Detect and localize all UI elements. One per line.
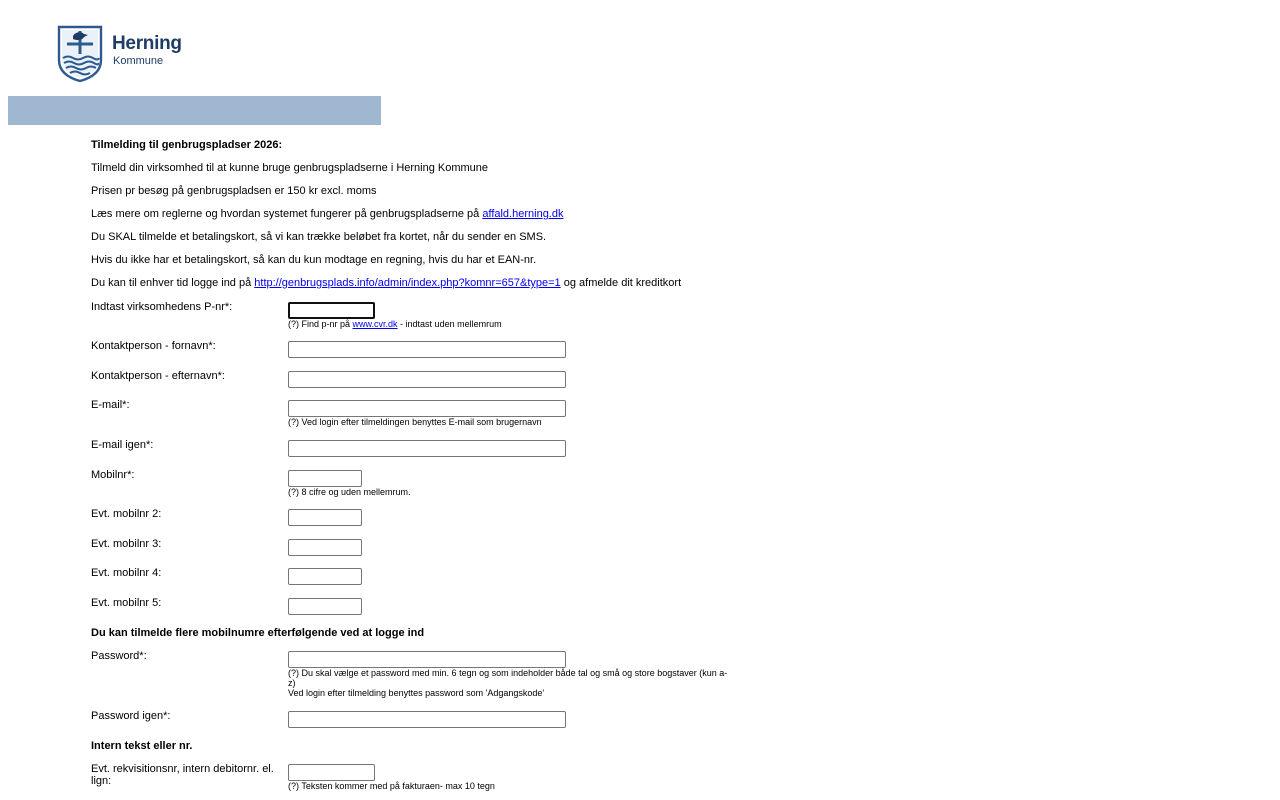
efternavn-input[interactable] — [288, 371, 566, 388]
password-confirm-label: Password igen*: — [91, 710, 171, 722]
cvr-link[interactable]: www.cvr.dk — [352, 319, 398, 329]
mobil4-field-wrap — [288, 568, 362, 585]
mobil-field-wrap — [288, 470, 362, 487]
more-mobile-heading: Du kan tilmelde flere mobilnumre efterfølgende ved at logge ind — [91, 627, 425, 639]
intro-line-6-suffix: og afmelde dit kreditkort — [560, 277, 682, 289]
intern-heading: Intern tekst eller nr. — [91, 740, 193, 752]
header-band — [8, 96, 381, 125]
fornavn-input[interactable] — [288, 341, 566, 358]
mobil3-input[interactable] — [288, 539, 362, 556]
fornavn-label: Kontaktperson - fornavn*: — [91, 340, 216, 352]
password-hint — [288, 668, 728, 698]
password-field-wrap — [288, 651, 566, 668]
pnr-label: Indtast virksomhedens P-nr*: — [91, 301, 233, 313]
mobil5-label: Evt. mobilnr 5: — [91, 597, 162, 609]
mobil5-field-wrap — [288, 598, 362, 615]
pnr-hint-suffix: - indtast uden mellemrum — [397, 319, 502, 329]
password-hint-rules: (?) Du skal vælge et password med min. 6 tegn og som indeholder både tal og små og store bogstaver (kun a-z) — [288, 668, 728, 688]
email-input[interactable] — [288, 400, 566, 417]
mobil-input[interactable] — [288, 470, 362, 487]
fornavn-field-wrap — [288, 341, 566, 358]
pnr-input[interactable] — [288, 302, 375, 319]
intro-line-3-text: Læs mere om reglerne og hvordan systemet fungerer på genbrugspladserne på — [91, 208, 483, 220]
efternavn-label: Kontaktperson - efternavn*: — [91, 370, 225, 382]
mobil2-label: Evt. mobilnr 2: — [91, 508, 162, 520]
mobil-label: Mobilnr*: — [91, 469, 135, 481]
password-confirm-input[interactable] — [288, 711, 566, 728]
logo-name: Herning — [112, 33, 182, 54]
pnr-hint-text: (?) Find p-nr på — [288, 319, 353, 329]
email-field-wrap — [288, 400, 566, 417]
pnr-hint — [288, 319, 728, 329]
mobil4-input[interactable] — [288, 568, 362, 585]
mobil3-field-wrap — [288, 539, 362, 556]
email-confirm-input[interactable] — [288, 440, 566, 457]
pnr-field-wrap — [288, 302, 375, 319]
admin-login-link[interactable]: http://genbrugsplads.info/admin/index.php?komnr=657&type=1 — [254, 277, 561, 289]
affald-link[interactable]: affald.herning.dk — [482, 208, 564, 220]
intro-line-6 — [91, 277, 681, 289]
password-confirm-field-wrap — [288, 711, 566, 728]
mobil5-input[interactable] — [288, 598, 362, 615]
intro-line-5: Hvis du ikke har et betalingskort, så kan du kun modtage en regning, hvis du har et EAN-nr. — [91, 254, 537, 266]
intro-line-4: Du SKAL tilmelde et betalingskort, så vi kan trække beløbet fra kortet, når du sender en SMS. — [91, 231, 547, 243]
rekv-field-wrap — [288, 764, 375, 781]
rekv-input[interactable] — [288, 764, 375, 781]
herning-kommune-logo — [57, 24, 187, 82]
mobil3-label: Evt. mobilnr 3: — [91, 538, 162, 550]
email-confirm-field-wrap — [288, 440, 566, 457]
password-input[interactable] — [288, 651, 566, 668]
mobil-hint: (?) 8 cifre og uden mellemrum. — [288, 487, 411, 497]
intro-line-3 — [91, 208, 563, 220]
page-title: Tilmelding til genbrugspladser 2026: — [91, 139, 283, 151]
logo-sub: Kommune — [113, 55, 164, 67]
intro-line-2: Prisen pr besøg på genbrugspladsen er 150 kr excl. moms — [91, 185, 377, 197]
email-confirm-label: E-mail igen*: — [91, 439, 154, 451]
efternavn-field-wrap — [288, 371, 566, 388]
intro-line-6-text: Du kan til enhver tid logge ind på — [91, 277, 255, 289]
shield-crest-icon — [57, 24, 103, 82]
mobil4-label: Evt. mobilnr 4: — [91, 567, 162, 579]
email-label: E-mail*: — [91, 399, 130, 411]
rekv-label: Evt. rekvisitionsnr, intern debitornr. el. lign: — [91, 763, 274, 787]
email-hint: (?) Ved login efter tilmeldingen benyttes E-mail som brugernavn — [288, 417, 542, 427]
password-hint-login: Ved login efter tilmelding benyttes password som 'Adgangskode' — [288, 688, 545, 698]
mobil2-field-wrap — [288, 509, 362, 526]
rekv-hint: (?) Teksten kommer med på fakturaen- max 10 tegn — [288, 781, 495, 791]
intro-line-1: Tilmeld din virksomhed til at kunne bruge genbrugspladserne i Herning Kommune — [91, 162, 489, 174]
password-label: Password*: — [91, 650, 147, 662]
mobil2-input[interactable] — [288, 509, 362, 526]
